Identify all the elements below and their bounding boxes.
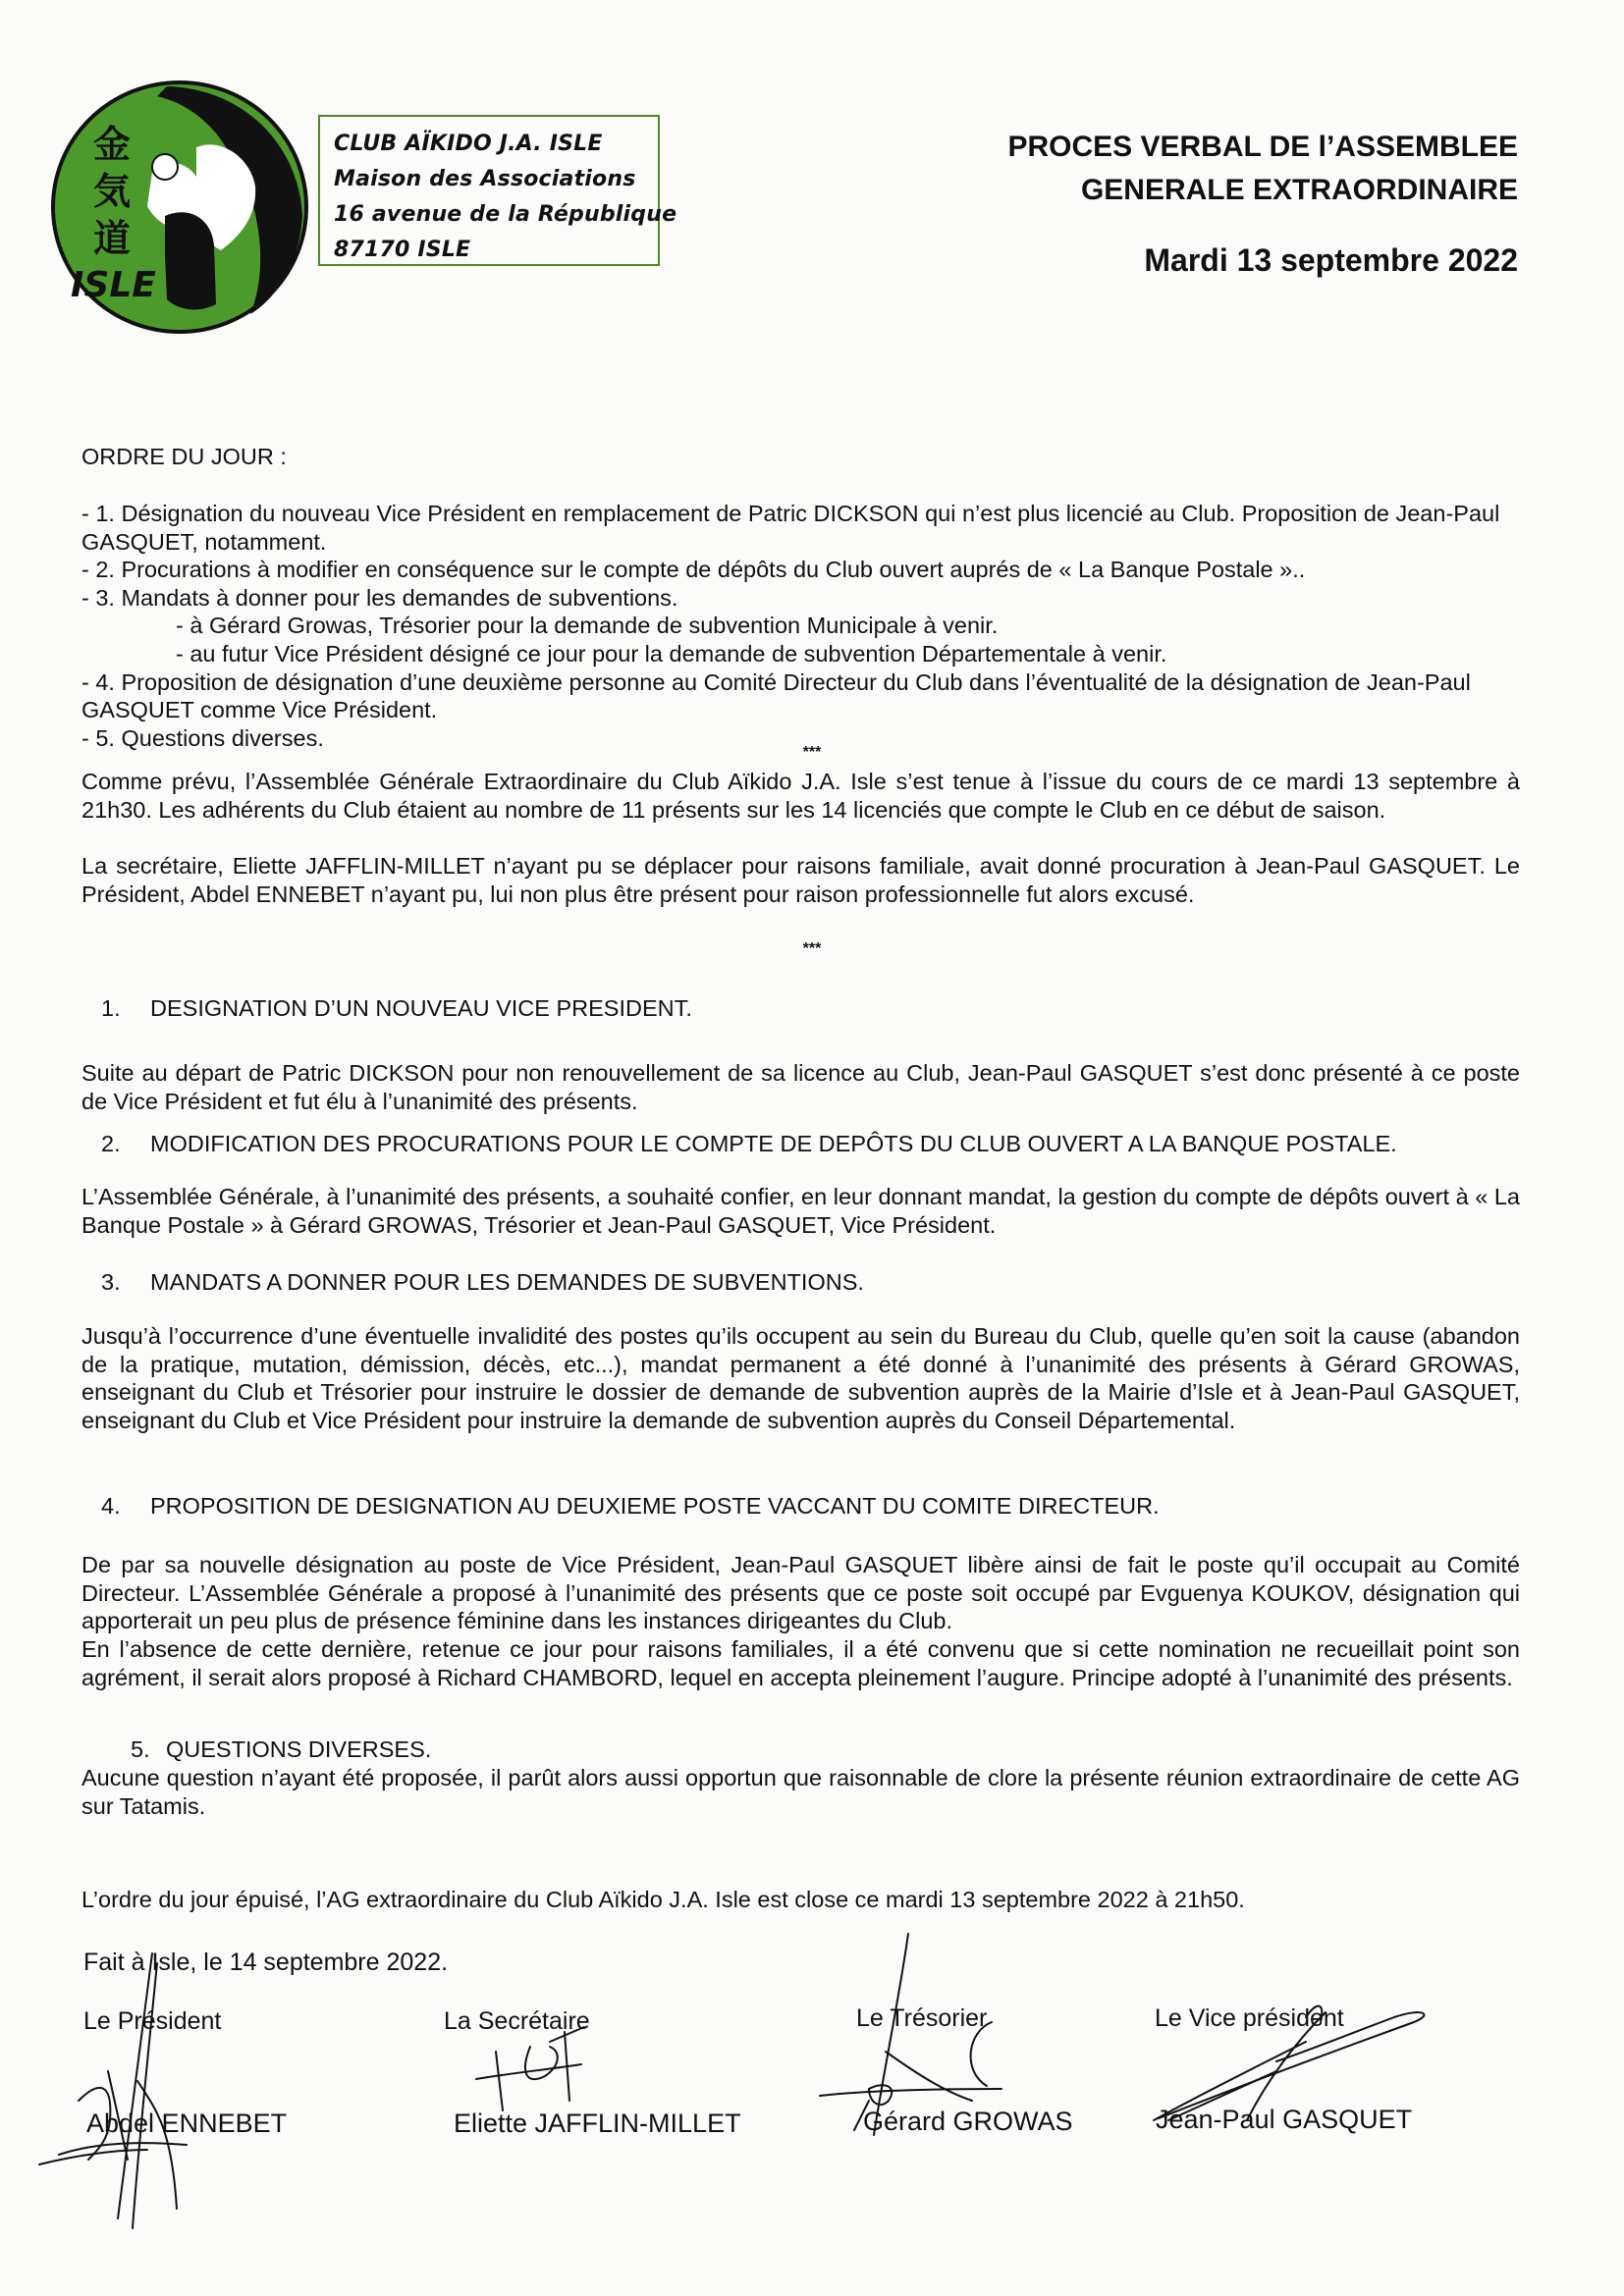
- section-body: De par sa nouvelle désignation au poste de Vice Président, Jean-Paul GASQUET libère ainsi de fait le poste qu’il occupait au Comité Directeur. L’Assemblée Générale a proposé à l’unanimité des présents que ce poste soit occupé par Evguenya KOUKOV, désignation qui apporterait un peu plus de présence féminine dans les instances dirigeantes du Club.: [81, 1552, 1520, 1634]
- agenda-item: - 2. Procurations à modifier en conséquence sur le compte de dépôts du Club ouvert auprés de « La Banque Postale »..: [81, 557, 1306, 583]
- signatory-name-secretary: Eliette JAFFLIN-MILLET: [454, 2109, 741, 2138]
- section-number: 1.: [101, 995, 121, 1021]
- signatory-role-president: Le Président: [83, 2007, 222, 2035]
- signatory-name-vice-president: Jean-Paul GASQUET: [1156, 2105, 1413, 2134]
- agenda-sub-item: - au futur Vice Président désigné ce jour pour la demande de subvention Départementale à venir.: [176, 640, 1167, 667]
- svg-text:金: 金: [93, 123, 132, 166]
- section-body: En l’absence de cette dernière, retenue ce jour pour raisons familiales, il a été convenu que si cette nomination ne recueillait point son agrément, il serait alors proposé à Richard CHAMBORD, lequel en accepta pleinement l’augure. Principe adopté à l’unanimité des présents.: [81, 1636, 1520, 1690]
- address-line: Maison des Associations: [334, 167, 636, 191]
- signatory-role-secretary: La Secrétaire: [444, 2007, 590, 2035]
- address-line: 16 avenue de la République: [334, 202, 677, 227]
- signatory-name-president: Abdel ENNEBET: [86, 2109, 288, 2138]
- place-date: Fait à Isle, le 14 septembre 2022.: [83, 1949, 449, 1976]
- separator: ***: [802, 744, 822, 761]
- section-title: DESIGNATION D’UN NOUVEAU VICE PRESIDENT.: [150, 995, 692, 1021]
- address-line: 87170 ISLE: [334, 238, 471, 262]
- agenda-item: - 1. Désignation du nouveau Vice Président en remplacement de Patric DICKSON qui n’est plus licencié au Club. Proposition de Jean-Paul GASQUET, notamment.: [81, 501, 1500, 555]
- section-body: Jusqu’à l’occurrence d’une éventuelle invalidité des postes qu’ils occupent au sein du Bureau du Club, quelle qu’en soit la cause (abandon de la pratique, mutation, démission, décès, etc...), mandat permanent a été donné à l’unanimité des présents à Gérard GROWAS, enseignant du Club et Trésorier pour instruire le dossier de demande de subvention auprès de la Mairie d’Isle et à Jean-Paul GASQUET, enseignant du Club et Vice Président pour instruire la demande de subvention auprès du Conseil Départemental.: [81, 1323, 1520, 1433]
- title-line: PROCES VERBAL DE l’ASSEMBLEE: [1007, 131, 1518, 163]
- section-title: QUESTIONS DIVERSES.: [166, 1736, 432, 1762]
- logo-text: ISLE: [71, 265, 156, 305]
- agenda-item: - 4. Proposition de désignation d’une deuxième personne au Comité Directeur du Club dans l’éventualité de la désignation de Jean-Paul GASQUET comme Vice Président.: [81, 668, 1471, 723]
- section-number: 5.: [131, 1736, 150, 1762]
- section-body: Suite au départ de Patric DICKSON pour non renouvellement de sa licence au Club, Jean-Paul GASQUET s’est donc présenté à ce poste de Vice Président et fut élu à l’unanimité des présents.: [81, 1060, 1520, 1114]
- agenda-item: - 3. Mandats à donner pour les demandes de subventions.: [81, 584, 678, 611]
- section-title: PROPOSITION DE DESIGNATION AU DEUXIEME POSTE VACCANT DU COMITE DIRECTEUR.: [150, 1493, 1160, 1519]
- separator: ***: [802, 940, 822, 957]
- signatory-role-treasurer: Le Trésorier: [856, 2004, 988, 2032]
- section-title: MANDATS A DONNER POUR LES DEMANDES DE SUBVENTIONS.: [150, 1269, 864, 1295]
- closing-statement: L’ordre du jour épuisé, l’AG extraordinaire du Club Aïkido J.A. Isle est close ce mardi 13 septembre 2022 à 21h50.: [81, 1887, 1245, 1912]
- svg-text:道: 道: [93, 217, 132, 260]
- intro-paragraph: Comme prévu, l’Assemblée Générale Extraordinaire du Club Aïkido J.A. Isle s’est tenue à l’issue du cours de ce mardi 13 septembre à 21h30. Les adhérents du Club étaient au nombre de 11 présents sur les 14 licenciés que compte le Club en ce début de saison.: [81, 769, 1520, 823]
- meeting-date: Mardi 13 septembre 2022: [1144, 242, 1518, 278]
- agenda-heading: ORDRE DU JOUR :: [81, 444, 287, 469]
- signatory-role-vice-president: Le Vice président: [1155, 2004, 1344, 2032]
- section-title: MODIFICATION DES PROCURATIONS POUR LE COMPTE DE DEPÔTS DU CLUB OUVERT A LA BANQUE POSTALE.: [150, 1131, 1397, 1156]
- section-number: 2.: [101, 1131, 121, 1156]
- section-number: 4.: [101, 1493, 121, 1519]
- agenda-item: - 5. Questions diverses.: [81, 724, 324, 751]
- intro-paragraph: La secrétaire, Eliette JAFFLIN-MILLET n’ayant pu se déplacer pour raisons familiale, avait donné procuration à Jean-Paul GASQUET. Le Président, Abdel ENNEBET n’ayant pu, lui non plus être présent pour raison professionnelle fut alors excusé.: [81, 853, 1520, 907]
- agenda-sub-item: - à Gérard Growas, Trésorier pour la demande de subvention Municipale à venir.: [176, 613, 999, 639]
- section-body: Aucune question n’ayant été proposée, il parût alors aussi opportun que raisonnable de clore la présente réunion extraordinaire de cette AG sur Tatamis.: [81, 1765, 1520, 1819]
- section-body: L’Assemblée Générale, à l’unanimité des présents, a souhaité confier, en leur donnant mandat, la gestion du compte de dépôts ouvert à « La Banque Postale » à Gérard GROWAS, Trésorier et Jean-Paul GASQUET, Vice Président.: [81, 1184, 1520, 1238]
- signatory-name-treasurer: Gérard GROWAS: [863, 2107, 1073, 2136]
- section-number: 3.: [101, 1269, 121, 1295]
- svg-text:気: 気: [93, 170, 132, 213]
- club-name: CLUB AÏKIDO J.A. ISLE: [334, 132, 603, 156]
- title-line: GENERALE EXTRAORDINAIRE: [1080, 174, 1518, 206]
